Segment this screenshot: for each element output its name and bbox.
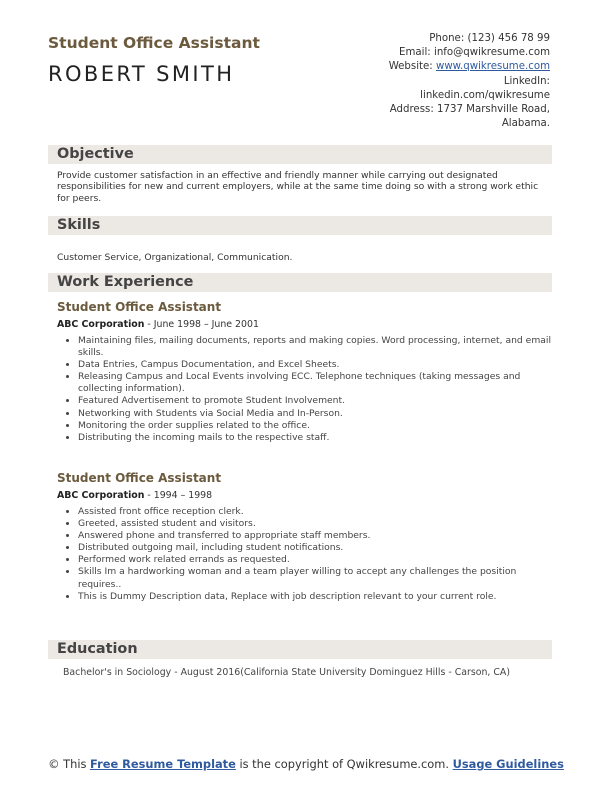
list-item: • This is Dummy Description data, Replace with job description relevant to your current role. <box>78 591 560 603</box>
objective-section-header <box>48 145 552 164</box>
email-value[interactable]: info@qwikresume.com <box>433 47 550 59</box>
list-item: • Monitoring the order supplies related to the office. <box>78 420 560 432</box>
objective-text: Provide customer satisfaction in an effective and friendly manner while carrying out designated responsibilities for new and current employers, while at the same time doing so with a strong work ethic for peers. <box>57 170 539 204</box>
resume-job-title: Student Office Assistant <box>48 34 260 52</box>
job-1-bullets <box>64 335 560 444</box>
list-item: • Performed work related errands as requested. <box>78 554 560 566</box>
job-2-dates: - 1994 – 1998 <box>144 490 213 501</box>
website-link[interactable]: www.qwikresume.com <box>435 61 550 73</box>
list-item: • Networking with Students via Social Media and In-Person. <box>78 408 560 420</box>
phone-value: (123) 456 78 99 <box>467 33 550 44</box>
usage-guidelines-link[interactable]: Usage Guidelines <box>452 757 564 771</box>
contact-address <box>389 103 550 117</box>
list-item: • Featured Advertisement to promote Student Involvement. <box>78 395 560 407</box>
list-item: • Releasing Campus and Local Events involving ECC. Telephone techniques (taking messages and collecting information). <box>78 371 560 395</box>
address-line-1: 1737 Marshville Road, <box>437 104 550 116</box>
footer-prefix: © This <box>48 757 91 771</box>
list-item: • Assisted front office reception clerk. <box>78 506 560 518</box>
list-item: • Data Entries, Campus Documentation, and Excel Sheets. <box>78 359 560 371</box>
education-entry: Bachelor's in Sociology - August 2016(California State University Dominguez Hills - Carson, CA) <box>63 667 511 678</box>
address-label: Address: <box>389 104 434 116</box>
job-1-title: Student Office Assistant <box>57 300 222 314</box>
contact-address-line-2: Alabama. <box>501 118 550 130</box>
job-2-bullets <box>64 506 560 603</box>
objective-heading: Objective <box>57 146 134 162</box>
job-2-company-line <box>57 490 212 501</box>
job-1-company: ABC Corporation <box>57 319 145 330</box>
contact-website <box>389 60 550 74</box>
work-experience-heading: Work Experience <box>57 274 194 290</box>
contact-phone <box>389 32 550 46</box>
free-resume-template-link[interactable]: Free Resume Template <box>90 757 236 771</box>
list-item: • Skills Im a hardworking woman and a team player willing to accept any challenges the position requires.. <box>78 566 560 590</box>
footer-middle: is the copyright of Qwikresume.com. <box>235 757 453 771</box>
list-item: • Distributed outgoing mail, including student notifications. <box>78 542 560 554</box>
skills-section-header <box>48 216 552 235</box>
candidate-name: ROBERT SMITH <box>48 62 235 86</box>
education-heading: Education <box>57 641 138 657</box>
work-experience-section-header <box>48 273 552 292</box>
list-item: • Maintaining files, mailing documents, reports and making copies. Word processing, internet, and email skills. <box>78 335 560 359</box>
job-1-company-line <box>57 319 259 330</box>
list-item: • Distributing the incoming mails to the respective staff. <box>78 432 560 444</box>
job-1-dates: - June 1998 – June 2001 <box>144 319 259 330</box>
list-item: • Greeted, assisted student and visitors. <box>78 518 560 530</box>
contact-linkedin-value[interactable]: linkedin.com/qwikresume <box>420 89 550 101</box>
skills-heading: Skills <box>57 217 101 233</box>
skills-text: Customer Service, Organizational, Communication. <box>57 252 293 263</box>
contact-block <box>389 32 550 131</box>
contact-linkedin-label: LinkedIn: <box>503 75 550 87</box>
education-section-header <box>48 640 552 659</box>
copyright-footer <box>0 757 612 771</box>
job-2-title: Student Office Assistant <box>57 471 222 485</box>
email-label: Email: <box>399 47 431 59</box>
job-2-company: ABC Corporation <box>57 490 145 501</box>
contact-email <box>389 46 550 60</box>
phone-label: Phone: <box>429 33 465 44</box>
website-label: Website: <box>388 61 433 73</box>
list-item: • Answered phone and transferred to appropriate staff members. <box>78 530 560 542</box>
